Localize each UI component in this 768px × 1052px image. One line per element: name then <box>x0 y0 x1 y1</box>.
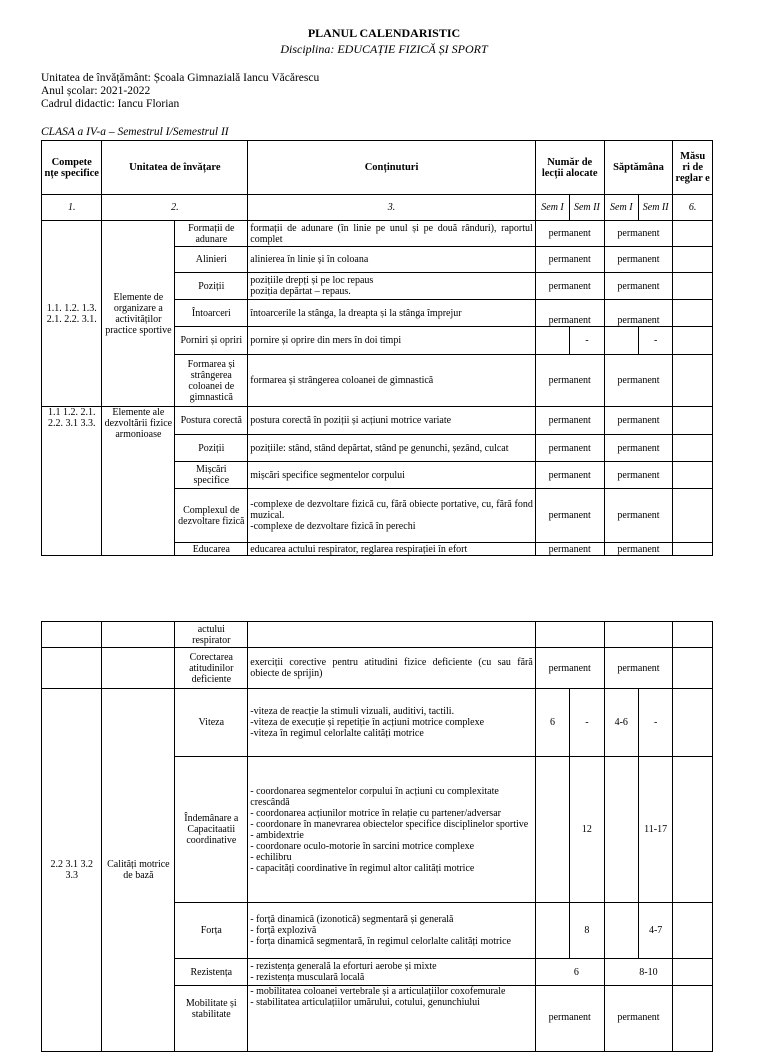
masuri-cell <box>673 407 713 435</box>
unitatea-cell <box>102 622 175 648</box>
topic-cell: Educarea <box>175 543 248 556</box>
content-cell: postura corectă în poziții și acțiuni motrice variate <box>248 407 536 435</box>
saptamana-cell: permanent <box>604 273 673 300</box>
lectii-sem1-cell: 6 <box>535 689 569 757</box>
content-cell: educarea actului respirator, reglarea respirației în efort <box>248 543 536 556</box>
masuri-cell <box>673 757 713 903</box>
competente-cell <box>42 648 102 689</box>
topic-cell: Corectarea atitudinilor deficiente <box>175 648 248 689</box>
lectii-cell: permanent <box>535 300 604 327</box>
masuri-cell <box>673 959 713 986</box>
saptamana-sem1-cell <box>604 757 638 903</box>
sem-1-saptamana: Sem I <box>604 195 638 221</box>
saptamana-cell: permanent <box>604 489 673 543</box>
header-masuri: Măsu ri de reglar e <box>673 141 713 195</box>
lectii-cell: permanent <box>535 407 604 435</box>
masuri-cell <box>673 689 713 757</box>
lectii-cell: permanent <box>535 221 604 247</box>
lectii-sem1-cell <box>535 757 569 903</box>
saptamana-sem1-cell: 4-6 <box>604 689 638 757</box>
sem-2-lectii: Sem II <box>570 195 604 221</box>
header-numar-lectii: Număr de lecții alocate <box>535 141 604 195</box>
content-cell: - mobilitatea coloanei vertebrale și a articulațiilor coxofemurale - stabilitatea articulațiilor umărului, cotului, genunchiului <box>248 986 536 1052</box>
topic-cell: Îndemânare a Capacitaatii coordinative <box>175 757 248 903</box>
saptamana-cell: permanent <box>604 986 673 1052</box>
sem-2-saptamana: Sem II <box>638 195 672 221</box>
saptamana-sem2-cell: - <box>638 689 672 757</box>
saptamana-cell: permanent <box>604 462 673 489</box>
document-title: PLANUL CALENDARISTIC <box>307 26 461 40</box>
masuri-cell <box>673 986 713 1052</box>
masuri-cell <box>673 247 713 273</box>
topic-cell: actului respirator <box>175 622 248 648</box>
saptamana-cell: 8-10 <box>604 959 673 986</box>
topic-cell: Rezistența <box>175 959 248 986</box>
masuri-cell <box>673 543 713 556</box>
content-cell: întoarcerile la stânga, la dreapta și la stânga împrejur <box>248 300 536 327</box>
content-cell: - forță dinamică (izonotică) segmentară și generală - forță explozivă - forța dinamică segmentară, în regimul celorlalte calități motrice <box>248 903 536 959</box>
content-cell: pornire și oprire din mers în doi timpi <box>248 327 536 355</box>
topic-cell: Viteza <box>175 689 248 757</box>
saptamana-cell <box>604 622 673 648</box>
header-saptamana: Săptămâna <box>604 141 673 195</box>
lectii-cell <box>535 622 604 648</box>
topic-cell: Porniri și opriri <box>175 327 248 355</box>
topic-cell: Formații de adunare <box>175 221 248 247</box>
masuri-cell <box>673 300 713 327</box>
content-cell: - rezistența generală la eforturi aerobe și mixte - rezistența musculară locală <box>248 959 536 986</box>
lectii-cell: permanent <box>535 435 604 462</box>
masuri-cell <box>673 648 713 689</box>
col-number-6: 6. <box>673 195 713 221</box>
masuri-cell <box>673 273 713 300</box>
lectii-cell: permanent <box>535 355 604 407</box>
content-cell <box>248 622 536 648</box>
lectii-cell: 6 <box>535 959 604 986</box>
table-row <box>42 689 713 757</box>
content-cell: -complexe de dezvoltare fizică cu, fără obiecte portative, cu, fără fond muzical. -complexe de dezvoltare fizică în perechi <box>248 489 536 543</box>
masuri-cell <box>673 355 713 407</box>
class-line: CLASA a IV-a – Semestrul I/Semestrul II <box>41 126 229 138</box>
topic-cell: Formarea și strângerea coloanei de gimnastică <box>175 355 248 407</box>
lectii-cell: permanent <box>535 986 604 1052</box>
col-number-1: 1. <box>42 195 102 221</box>
lectii-cell: permanent <box>535 489 604 543</box>
saptamana-sem1-cell <box>604 327 638 355</box>
content-cell: - coordonarea segmentelor corpului în acțiuni cu complexitate crescândă - coordonarea acțiunilor motrice în relație cu partener/adversar - coordonare în manevrarea obiectelor specifice disciplinelor sportive - ambidextrie - coordonare oculo-motorie în sarcini motrice complexe - echilibru - capacități coordinative în regimul altor calități motrice <box>248 757 536 903</box>
saptamana-cell: permanent <box>604 648 673 689</box>
sem-1-lectii: Sem I <box>535 195 569 221</box>
content-cell: formarea și strângerea coloanei de gimnastică <box>248 355 536 407</box>
lectii-sem2-cell: - <box>570 689 604 757</box>
unitatea-group2: Elemente ale dezvoltării fizice armonioase <box>102 407 175 556</box>
plan-table-part2 <box>41 621 713 1052</box>
year-line: Anul școlar: 2021-2022 <box>41 85 151 97</box>
content-cell: pozițiile drepți și pe loc repaus poziția depărtat – repaus. <box>248 273 536 300</box>
content-cell: formații de adunare (în linie pe unul și pe două rânduri), raportul complet <box>248 221 536 247</box>
lectii-cell: permanent <box>535 648 604 689</box>
saptamana-cell: permanent <box>604 221 673 247</box>
saptamana-sem2-cell: - <box>638 327 672 355</box>
document-subtitle: Disciplina: EDUCAȚIE FIZICĂ ȘI SPORT <box>280 42 488 56</box>
content-cell: pozițiile: stând, stând depărtat, stând pe genunchi, șezând, culcat <box>248 435 536 462</box>
col-number-3: 3. <box>248 195 536 221</box>
saptamana-cell: permanent <box>604 247 673 273</box>
masuri-cell <box>673 435 713 462</box>
masuri-cell <box>673 221 713 247</box>
topic-cell: Postura corectă <box>175 407 248 435</box>
lectii-sem1-cell <box>535 327 569 355</box>
saptamana-sem2-cell: 11-17 <box>638 757 672 903</box>
saptamana-cell: permanent <box>604 355 673 407</box>
topic-cell: Forța <box>175 903 248 959</box>
table-row <box>42 221 713 247</box>
topic-cell: Întoarceri <box>175 300 248 327</box>
saptamana-cell: permanent <box>604 300 673 327</box>
saptamana-cell: permanent <box>604 435 673 462</box>
saptamana-sem1-cell <box>604 903 638 959</box>
lectii-cell: permanent <box>535 247 604 273</box>
lectii-sem2-cell: - <box>570 327 604 355</box>
table-row <box>42 622 713 648</box>
masuri-cell <box>673 327 713 355</box>
table-row <box>42 648 713 689</box>
topic-cell: Alinieri <box>175 247 248 273</box>
header-continuturi: Conținuturi <box>248 141 536 195</box>
content-cell: mișcări specifice segmentelor corpului <box>248 462 536 489</box>
competente-group1: 1.1. 1.2. 1.3. 2.1. 2.2. 3.1. <box>42 221 102 407</box>
masuri-cell <box>673 489 713 543</box>
table-row <box>42 407 713 435</box>
unitatea-cell <box>102 648 175 689</box>
topic-cell: Poziții <box>175 273 248 300</box>
header-competente: Compete nțe specifice <box>42 141 102 195</box>
topic-cell: Mișcări specifice <box>175 462 248 489</box>
topic-cell: Mobilitate și stabilitate <box>175 986 248 1052</box>
content-cell: alinierea în linie și în coloana <box>248 247 536 273</box>
competente-group3: 2.2 3.1 3.2 3.3 <box>42 689 102 1052</box>
lectii-sem2-cell: 12 <box>570 757 604 903</box>
lectii-cell: permanent <box>535 462 604 489</box>
masuri-cell <box>673 462 713 489</box>
saptamana-cell: permanent <box>604 407 673 435</box>
topic-cell: Poziții <box>175 435 248 462</box>
unitatea-group1: Elemente de organizare a activităților practice sportive <box>102 221 175 407</box>
teacher-line: Cadrul didactic: Iancu Florian <box>41 98 180 110</box>
unitatea-group3: Calități motrice de bază <box>102 689 175 1052</box>
lectii-sem2-cell: 8 <box>570 903 604 959</box>
competente-cell <box>42 622 102 648</box>
content-cell: -viteza de reacție la stimuli vizuali, auditivi, tactili. -viteza de execuție și repetiție în acțiuni motrice complexe -viteza în regimul celorlalte calități motrice <box>248 689 536 757</box>
col-number-2: 2. <box>102 195 248 221</box>
topic-cell: Complexul de dezvoltare fizică <box>175 489 248 543</box>
saptamana-sem2-cell: 4-7 <box>638 903 672 959</box>
saptamana-cell: permanent <box>604 543 673 556</box>
lectii-sem1-cell <box>535 903 569 959</box>
header-unitatea: Unitatea de învățare <box>102 141 248 195</box>
masuri-cell <box>673 622 713 648</box>
masuri-cell <box>673 903 713 959</box>
school-line: Unitatea de învățământ: Școala Gimnazială Iancu Văcărescu <box>41 72 320 84</box>
lectii-cell: permanent <box>535 273 604 300</box>
competente-group2: 1.1 1.2. 2.1. 2.2. 3.1 3.3. <box>42 407 102 556</box>
plan-table-part1 <box>41 140 713 556</box>
content-cell: exerciții corective pentru atitudini fizice deficiente (cu sau fără obiecte de sprijin) <box>248 648 536 689</box>
lectii-cell: permanent <box>535 543 604 556</box>
